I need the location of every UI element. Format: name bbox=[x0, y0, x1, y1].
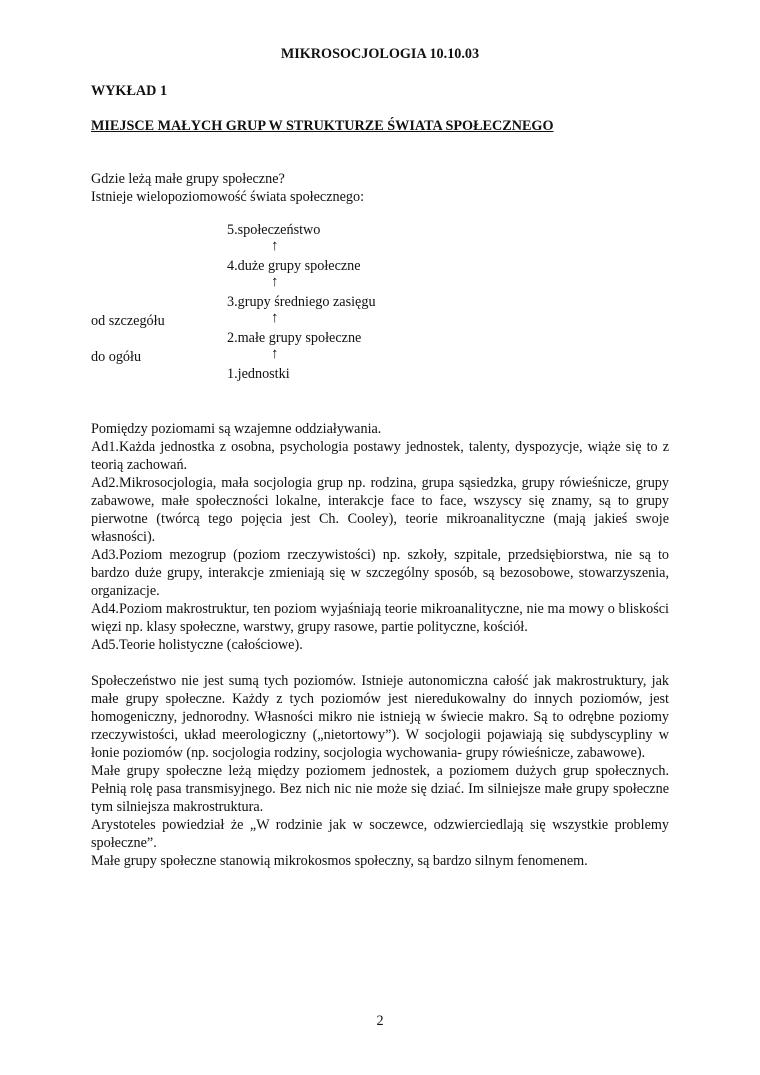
paragraph: Ad1.Każda jednostka z osobna, psychologia postawy jednostek, talenty, dyspozycje, wiąże się to z teorią zachowań. bbox=[91, 439, 669, 473]
up-arrow-icon: ↑ bbox=[271, 274, 279, 290]
paragraph: Ad2.Mikrosocjologia, mała socjologia grup np. rodzina, grupa sąsiedzka, grupy rówieśnicze, grupy zabawowe, małe społeczności lokalne, interakcje face to face, wszyscy się znamy, są to grupy pierwotne (twórcą tego pojęcia jest Ch. Cooley), teorie mikroanalityczne (mają jakieś swoje własności). bbox=[91, 475, 669, 545]
paragraph-spacer bbox=[91, 654, 669, 672]
document-title: MIKROSOCJOLOGIA 10.10.03 bbox=[280, 46, 480, 62]
page-number: 2 bbox=[376, 1013, 384, 1029]
paragraph: Ad5.Teorie holistyczne (całościowe). bbox=[91, 637, 303, 653]
side-label-general: do ogółu bbox=[91, 349, 142, 365]
paragraph: Ad3.Poziom mezogrup (poziom rzeczywistości) np. szkoły, szpitale, przedsiębiorstwa, nie są to bardzo duże grupy, interakcje zmieniają się w szczególny sposób, są bezosobowe, stowarzyszenia, organizacje. bbox=[91, 547, 669, 599]
paragraph: Ad4.Poziom makrostruktur, ten poziom wyjaśniają teorie mikroanalityczne, nie ma mowy o bliskości więzi np. klasy społeczne, warstwy, grupy rasowe, partie polityczne, kościół. bbox=[91, 601, 669, 635]
paragraph: Małe grupy społeczne stanowią mikrokosmos społeczny, są bardzo silnym fenomenem. bbox=[91, 853, 588, 869]
paragraph: Społeczeństwo nie jest sumą tych poziomów. Istnieje autonomiczna całość jak makrostruktury, jak małe grupy społeczne. Każdy z tych poziomów jest nieredukowalny do innych poziomów, jest homogeniczny, jednorodny. Własności mikro nie istnieją w świecie makro. Są to odrębne poziomy rzeczywistości, układ meerologiczny („nietortowy”). W socjologii pojawiają się subdyscypliny w łonie poziomów (np. socjologia rodziny, socjologia wychowania- grupy rówieśnicze, zabawowe). bbox=[91, 673, 669, 761]
level-3: 3.grupy średniego zasięgu bbox=[227, 294, 376, 310]
side-label-detail: od szczegółu bbox=[91, 313, 165, 329]
intro-text bbox=[91, 170, 364, 206]
lecture-heading: WYKŁAD 1 bbox=[91, 83, 168, 99]
intro-statement: Istnieje wielopoziomowość świata społecznego: bbox=[91, 189, 365, 205]
intro-question: Gdzie leżą małe grupy społeczne? bbox=[91, 171, 285, 187]
level-4: 4.duże grupy społeczne bbox=[227, 258, 361, 274]
level-5: 5.społeczeństwo bbox=[227, 222, 321, 238]
up-arrow-icon: ↑ bbox=[271, 238, 279, 254]
level-1: 1.jednostki bbox=[227, 366, 290, 382]
up-arrow-icon: ↑ bbox=[271, 310, 279, 326]
paragraph: Arystoteles powiedział że „W rodzinie jak w soczewce, odzwierciedlają się wszystkie problemy społeczne”. bbox=[91, 817, 669, 851]
level-2: 2.małe grupy społeczne bbox=[227, 330, 362, 346]
up-arrow-icon: ↑ bbox=[271, 346, 279, 362]
paragraph: Małe grupy społeczne leżą między poziomem jednostek, a poziomem dużych grup społecznych. Pełnią rolę pasa transmisyjnego. Bez nich nic nie może się dziać. Im silniejsze małe grupy społeczne tym silniejsza makrostruktura. bbox=[91, 763, 669, 815]
body-text bbox=[91, 420, 669, 870]
paragraph: Pomiędzy poziomami są wzajemne oddziaływania. bbox=[91, 421, 382, 437]
section-title: MIEJSCE MAŁYCH GRUP W STRUKTURZE ŚWIATA SPOŁECZNEGO bbox=[91, 118, 554, 134]
